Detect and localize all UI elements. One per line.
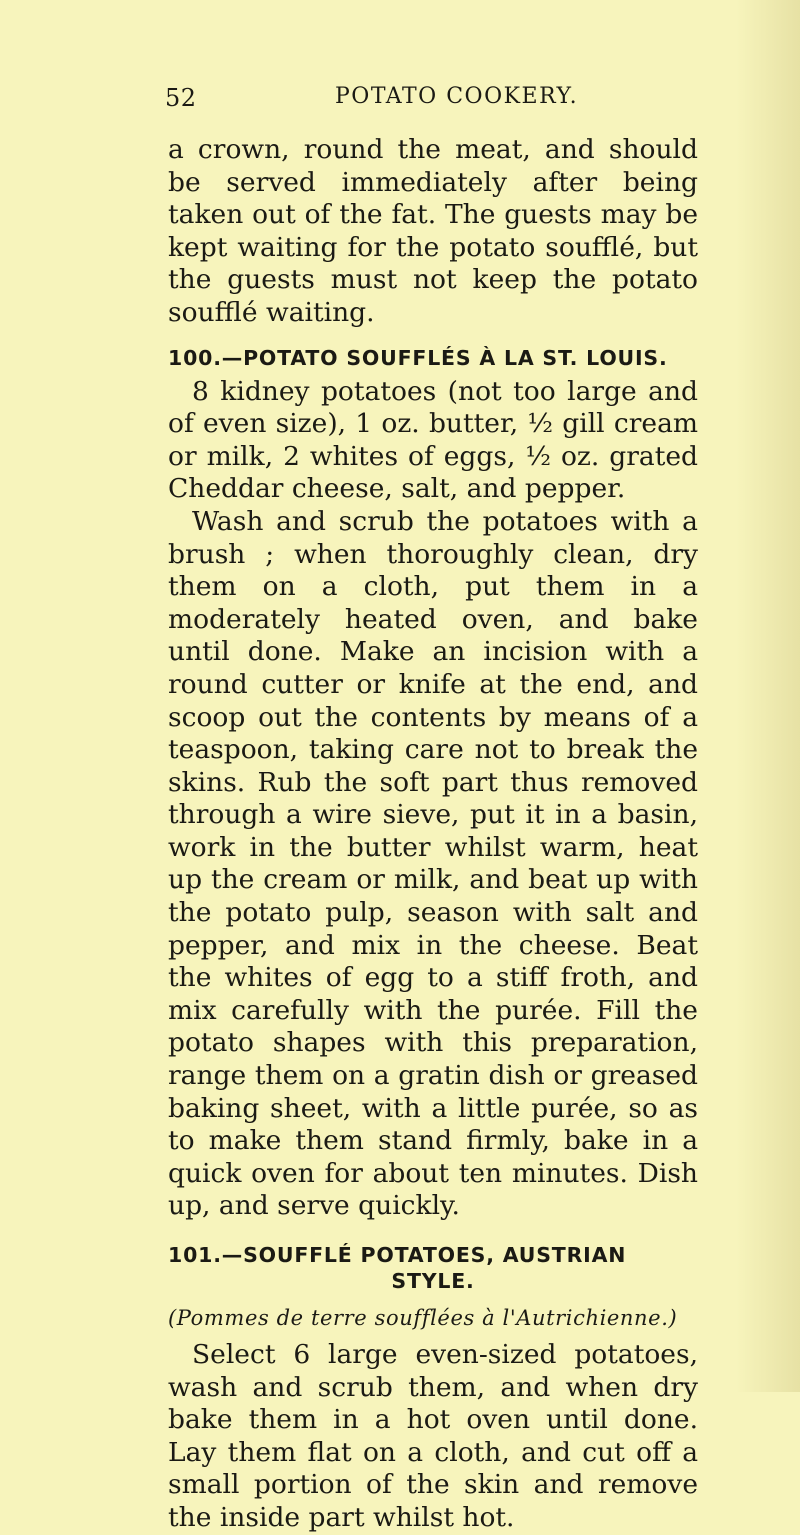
- recipe-101-heading-line1: 101.—SOUFFLÉ POTATOES, AUSTRIAN: [168, 1243, 627, 1267]
- page-body: [168, 134, 698, 1535]
- recipe-101-method: Select 6 large even-sized potatoes, wash and scrub them, and when dry bake them in a hot oven until done. Lay them flat on a cloth, and cut off a small portion of the skin and remove the inside part whilst hot.: [168, 1339, 698, 1533]
- recipe-101-french-title: (Pommes de terre soufflées à l'Autrichienne.): [168, 1306, 678, 1330]
- continuation-paragraph: a crown, round the meat, and should be served immediately after being taken out of the fat. The guests may be kept waiting for the potato soufflé, but the guests must not keep the potato soufflé waiting.: [168, 134, 698, 328]
- page-number: 52: [165, 84, 197, 112]
- recipe-100-ingredients: 8 kidney potatoes (not too large and of even size), 1 oz. butter, ½ gill cream or milk, 2 whites of eggs, ½ oz. grated Cheddar cheese, salt, and pepper.: [168, 375, 698, 505]
- recipe-101-heading-line2: STYLE.: [391, 1269, 475, 1293]
- running-title: POTATO COOKERY.: [335, 84, 579, 109]
- running-head: [165, 84, 695, 114]
- recipe-100-method: Wash and scrub the potatoes with a brush ; when thoroughly clean, dry them on a cloth, put them in a moderately heated oven, and bake until done. Make an incision with a round cutter or knife at the end, and scoop out the contents by means of a teaspoon, taking care not to break the skins. Rub the soft part thus removed through a wire sieve, put it in a basin, work in the butter whilst warm, heat up the cream or milk, and beat up with the potato pulp, season with salt and pepper, and mix in the cheese. Beat the whites of egg to a stiff froth, and mix carefully with the purée. Fill the potato shapes with this preparation, range them on a gratin dish or greased baking sheet, with a little purée, so as to make them stand firmly, bake in a quick oven for about ten minutes. Dish up, and serve quickly.: [168, 505, 698, 1222]
- recipe-100-heading: 100.—POTATO SOUFFLÉS À LA ST. LOUIS.: [168, 345, 668, 370]
- recipe-101-heading: [168, 1243, 698, 1293]
